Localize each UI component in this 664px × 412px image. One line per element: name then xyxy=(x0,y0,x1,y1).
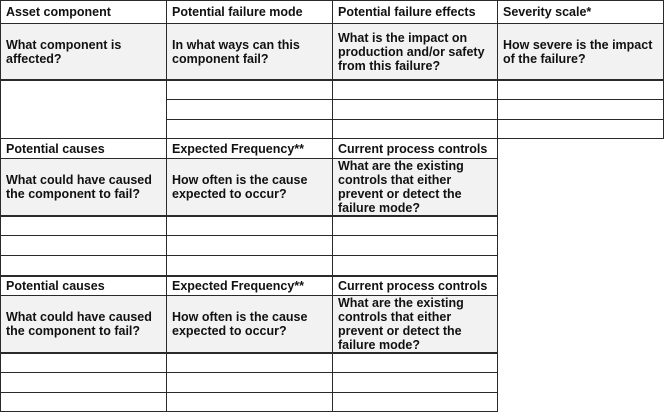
input-failure-mode-3[interactable] xyxy=(166,119,333,139)
input-severity-1[interactable] xyxy=(497,79,664,100)
question-asset-component: What component is affected? xyxy=(0,23,167,80)
header-current-process-controls-2: Current process controls xyxy=(332,275,498,296)
input-controls-2-2[interactable] xyxy=(332,372,498,393)
input-frequency-2-3[interactable] xyxy=(166,392,333,412)
input-causes-1[interactable] xyxy=(0,215,167,236)
input-frequency-2-2[interactable] xyxy=(166,372,333,393)
header-potential-failure-effects: Potential failure effects xyxy=(332,0,498,24)
header-severity-scale: Severity scale* xyxy=(497,0,664,24)
input-controls-2[interactable] xyxy=(332,235,498,256)
question-expected-frequency: How often is the cause expected to occur? xyxy=(166,158,333,216)
question-expected-frequency-2: How often is the cause expected to occur? xyxy=(166,295,333,353)
input-causes-2[interactable] xyxy=(0,235,167,256)
input-asset-component[interactable] xyxy=(0,79,167,139)
question-potential-causes: What could have caused the component to fail? xyxy=(0,158,167,216)
header-current-process-controls: Current process controls xyxy=(332,138,498,159)
input-controls-2-1[interactable] xyxy=(332,352,498,373)
input-controls-1[interactable] xyxy=(332,215,498,236)
input-failure-effects-2[interactable] xyxy=(332,99,498,120)
input-severity-2[interactable] xyxy=(497,99,664,120)
question-current-controls-2: What are the existing controls that either prevent or detect the failure mode? xyxy=(332,295,498,353)
input-failure-mode-2[interactable] xyxy=(166,99,333,120)
input-frequency-1[interactable] xyxy=(166,215,333,236)
input-severity-3[interactable] xyxy=(497,119,664,139)
header-expected-frequency: Expected Frequency** xyxy=(166,138,333,159)
input-causes-2-2[interactable] xyxy=(0,372,167,393)
question-severity: How severe is the impact of the failure? xyxy=(497,23,664,80)
header-expected-frequency-2: Expected Frequency** xyxy=(166,275,333,296)
input-failure-mode-1[interactable] xyxy=(166,79,333,100)
question-current-controls: What are the existing controls that either prevent or detect the failure mode? xyxy=(332,158,498,216)
question-potential-causes-2: What could have caused the component to fail? xyxy=(0,295,167,353)
input-frequency-3[interactable] xyxy=(166,255,333,276)
input-causes-2-3[interactable] xyxy=(0,392,167,412)
input-causes-3[interactable] xyxy=(0,255,167,276)
header-potential-causes-2: Potential causes xyxy=(0,275,167,296)
header-asset-component: Asset component xyxy=(0,0,167,24)
input-controls-3[interactable] xyxy=(332,255,498,276)
input-frequency-2-1[interactable] xyxy=(166,352,333,373)
question-failure-mode: In what ways can this component fail? xyxy=(166,23,333,80)
header-potential-causes: Potential causes xyxy=(0,138,167,159)
question-failure-effects: What is the impact on production and/or safety from this failure? xyxy=(332,23,498,80)
header-potential-failure-mode: Potential failure mode xyxy=(166,0,333,24)
input-failure-effects-1[interactable] xyxy=(332,79,498,100)
input-frequency-2[interactable] xyxy=(166,235,333,256)
input-causes-2-1[interactable] xyxy=(0,352,167,373)
input-controls-2-3[interactable] xyxy=(332,392,498,412)
input-failure-effects-3[interactable] xyxy=(332,119,498,139)
